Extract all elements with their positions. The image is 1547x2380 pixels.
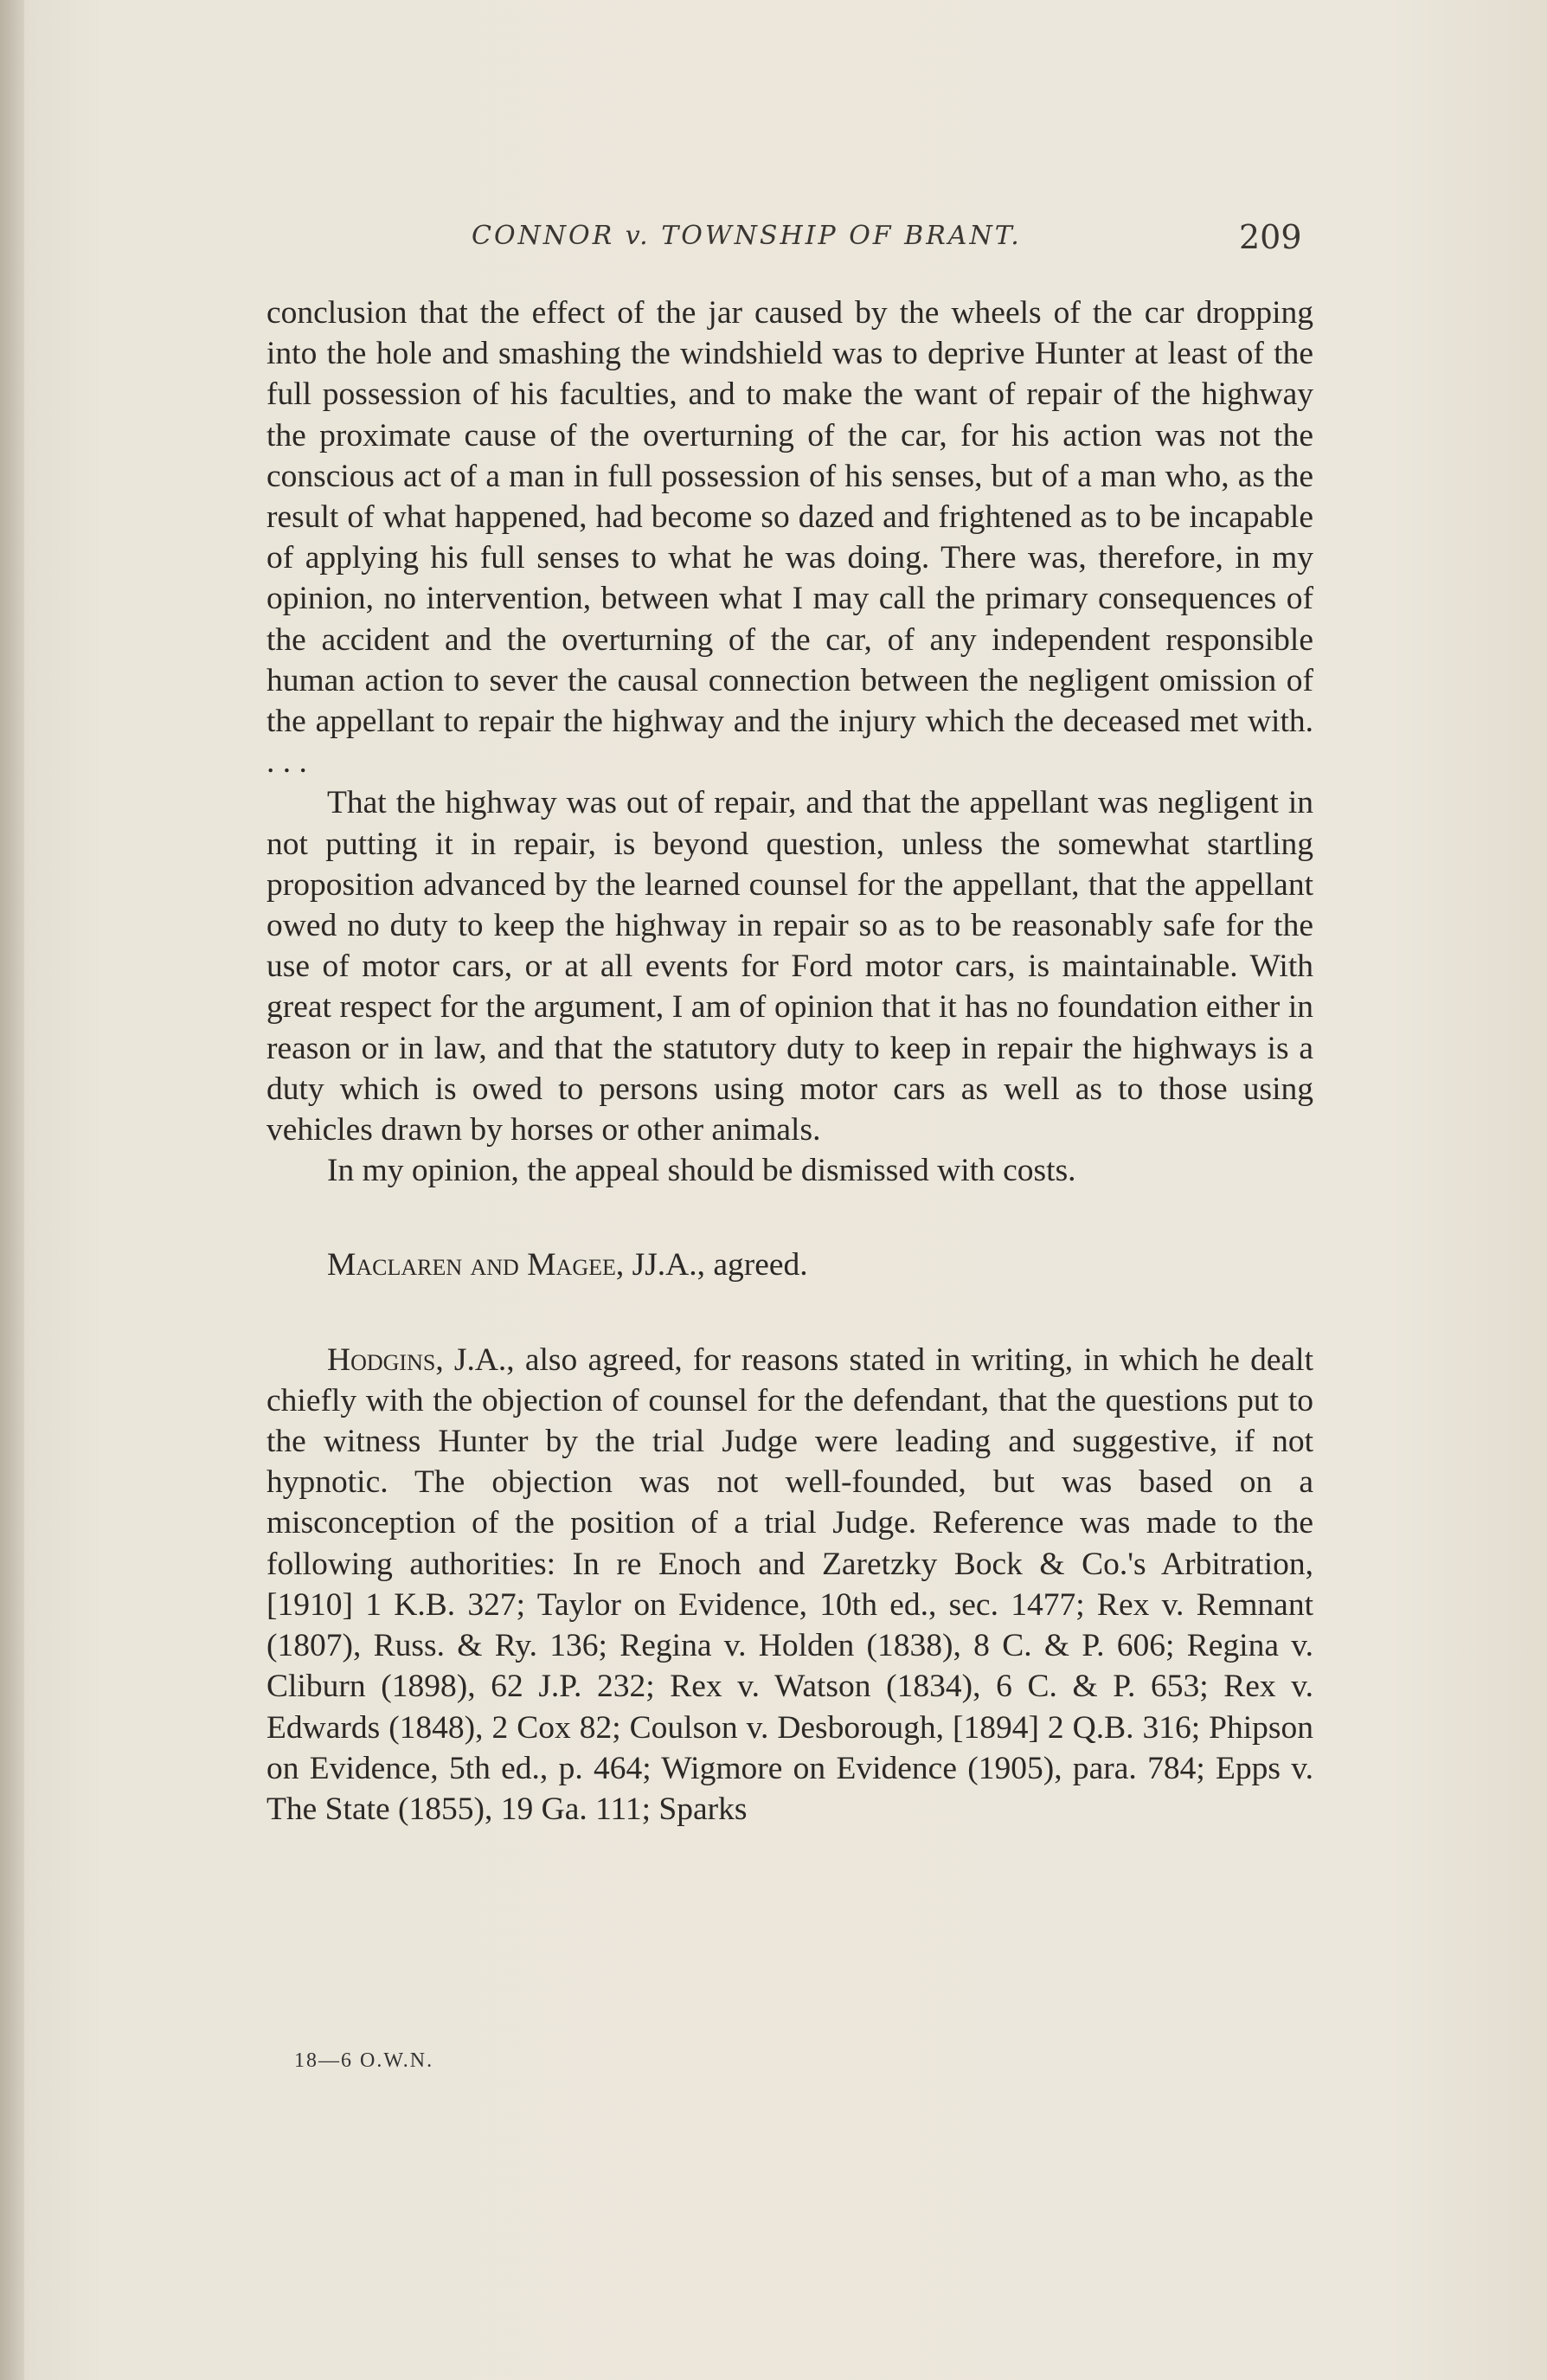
running-head: CONNOR v. TOWNSHIP OF BRANT. [472,221,1022,251]
page-number: 209 [1239,218,1302,256]
paragraph-2: That the highway was out of repair, and that the appellant was negligent in not putting it in repair, is beyond question, unless the somewhat startling proposition advanced by the learned counsel for the appellant, that the appellant owed no duty to keep the highway in repair so as to be reasonably safe for the use of motor cars, or at all events for Ford motor cars, is maintainable. With great respect for the argument, I am of opinion that it has no foundation either in reason or in law, and that the statutory duty to keep in repair the highways is a duty which is owed to persons using motor cars as well as to those using vehicles drawn by horses or other animals. [266,785,1313,1148]
paragraph-1: conclusion that the effect of the jar caused by the wheels of the car dropping into the hole and smashing the windshield was to deprive Hunter at least of the full possession of his faculties, and to make the want of repair of the highway the proximate cause of the overturning of the car, for his action was not the conscious act of a man in full possession of his senses, but of a man who, as the result of what happened, had become so dazed and frightened as to be incapable of applying his full senses to what he was doing. There was, therefore, in my opinion, no intervention, between what I may call the primary consequences of the accident and the overturning of the car, of any independent responsible human action to sever the causal connection between the negligent omission of the appellant to repair the highway and the injury which the deceased met with. . . . [266,295,1313,781]
paragraph-5-text: , J.A., also agreed, for reasons stated in writing, in which he dealt chiefly with the objection of counsel for the defendant, that the questions put to the witness Hunter by the trial Judge were leading and suggestive, if not hypnotic. The objection was not well-founded, but was based on a misconception of the position of a trial Judge. Reference was made to the following authorities: In re Enoch and Zaretzky Bock & Co.'s Arbitration, [1910] 1 K.B. 327; Taylor on Evidence, 10th ed., sec. 1477; Rex v. Remnant (1807), Russ. & Ry. 136; Regina v. Holden (1838), 8 C. & P. 606; Regina v. Cliburn (1898), 62 J.P. 232; Rex v. Watson (1834), 6 C. & P. 653; Rex v. Edwards (1848), 2 Cox 82; Coulson v. Desborough, [1894] 2 Q.B. 316; Phipson on Evidence, 5th ed., p. 464; Wigmore on Evidence (1905), para. 784; Epps v. The State (1855), 19 Ga. 111; Sparks [266,1341,1313,1827]
judge-name: Hodgins [327,1341,436,1378]
page-gutter [0,0,24,2380]
paragraph-4-text: , agreed. [696,1247,808,1283]
paragraph-5 [266,1340,1313,1830]
judges-names: Maclaren and Magee, JJ.A. [327,1247,697,1283]
signature-mark: 18—6 O.W.N. [294,2049,434,2072]
paragraph-3: In my opinion, the appeal should be dismissed with costs. [327,1153,1076,1189]
paragraph-4 [266,1245,1313,1285]
body-text [266,293,1313,1830]
